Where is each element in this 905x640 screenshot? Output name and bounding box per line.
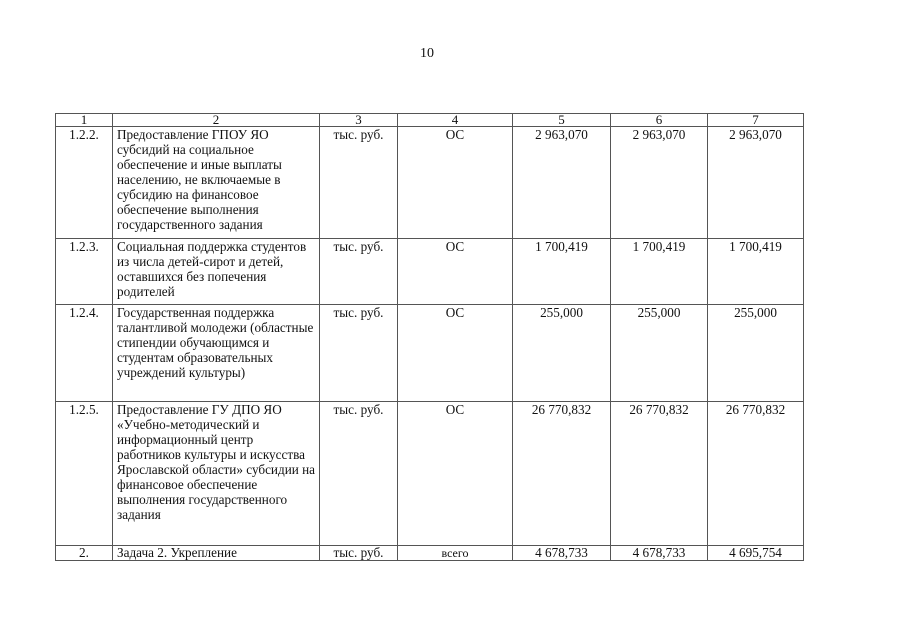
- header-col-1: 1: [56, 114, 113, 127]
- row-description: Государственная поддержка талантливой молодежи (областные стипендии обучающимся и студентам образовательных учреждений культуры): [113, 305, 320, 402]
- row-description: Социальная поддержка студентов из числа детей-сирот и детей, оставшихся без попечения родителей: [113, 239, 320, 305]
- table-row: [56, 127, 804, 239]
- row-description: Предоставление ГУ ДПО ЯО «Учебно-методический и информационный центр работников культуры и искусства Ярославской области» субсидии на финансовое обеспечение выполнения государственного задания: [113, 402, 320, 546]
- row-value-6: 4 678,733: [611, 546, 708, 561]
- row-number: 1.2.4.: [56, 305, 113, 402]
- row-value-6: 255,000: [611, 305, 708, 402]
- row-source: ОС: [398, 127, 513, 239]
- header-row: [56, 114, 804, 127]
- row-source: ОС: [398, 402, 513, 546]
- row-number: 1.2.5.: [56, 402, 113, 546]
- row-unit: тыс. руб.: [320, 402, 398, 546]
- row-value-6: 1 700,419: [611, 239, 708, 305]
- row-source: всего: [398, 546, 513, 561]
- row-unit: тыс. руб.: [320, 239, 398, 305]
- row-value-5: 1 700,419: [513, 239, 611, 305]
- table-row: [56, 546, 804, 561]
- row-source: ОС: [398, 239, 513, 305]
- row-value-6: 26 770,832: [611, 402, 708, 546]
- row-value-7: 255,000: [708, 305, 804, 402]
- header-col-6: 6: [611, 114, 708, 127]
- header-col-5: 5: [513, 114, 611, 127]
- row-unit: тыс. руб.: [320, 546, 398, 561]
- row-unit: тыс. руб.: [320, 127, 398, 239]
- table-row: [56, 402, 804, 546]
- table-row: [56, 305, 804, 402]
- row-value-5: 2 963,070: [513, 127, 611, 239]
- row-description: Предоставление ГПОУ ЯО субсидий на социальное обеспечение и иные выплаты населению, не включаемые в субсидию на финансовое обеспечение выполнения государственного задания: [113, 127, 320, 239]
- row-description: Задача 2. Укрепление: [113, 546, 320, 561]
- row-value-5: 26 770,832: [513, 402, 611, 546]
- budget-table: [55, 113, 804, 561]
- header-col-2: 2: [113, 114, 320, 127]
- header-col-7: 7: [708, 114, 804, 127]
- row-value-7: 26 770,832: [708, 402, 804, 546]
- header-col-3: 3: [320, 114, 398, 127]
- row-value-7: 2 963,070: [708, 127, 804, 239]
- table-row: [56, 239, 804, 305]
- row-unit: тыс. руб.: [320, 305, 398, 402]
- row-value-7: 4 695,754: [708, 546, 804, 561]
- row-number: 1.2.2.: [56, 127, 113, 239]
- row-number: 2.: [56, 546, 113, 561]
- row-value-7: 1 700,419: [708, 239, 804, 305]
- row-number: 1.2.3.: [56, 239, 113, 305]
- header-col-4: 4: [398, 114, 513, 127]
- row-value-5: 4 678,733: [513, 546, 611, 561]
- page-number: 10: [420, 46, 434, 61]
- row-value-6: 2 963,070: [611, 127, 708, 239]
- row-value-5: 255,000: [513, 305, 611, 402]
- row-source: ОС: [398, 305, 513, 402]
